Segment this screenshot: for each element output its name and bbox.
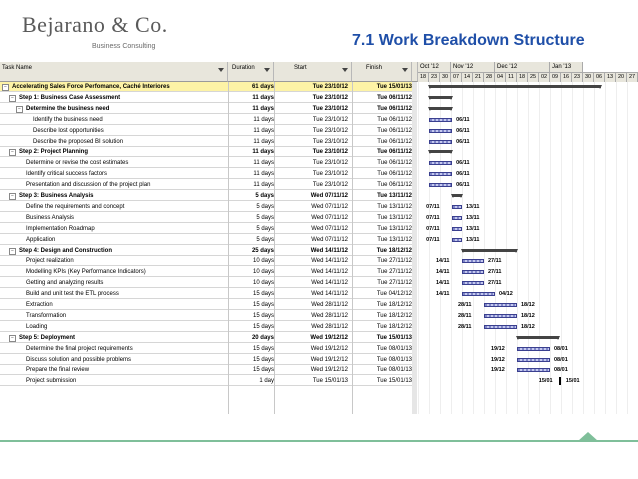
bar-end-label: 13/11: [466, 225, 480, 232]
task-row[interactable]: [0, 158, 417, 168]
timeline-week: 07: [451, 72, 462, 82]
timeline-week: 18: [517, 72, 528, 82]
task-finish: Tue 04/12/12: [376, 291, 412, 298]
task-duration: 20 days: [251, 334, 274, 341]
timeline-gridline: [572, 82, 573, 414]
bar-end-label: 08/01: [554, 356, 568, 363]
task-name: Application: [26, 236, 56, 243]
task-name: Getting and analyzing results: [26, 280, 104, 287]
task-row[interactable]: [0, 147, 417, 157]
column-header-start[interactable]: [274, 62, 352, 82]
task-bar[interactable]: [517, 347, 550, 351]
summary-bar[interactable]: [429, 85, 601, 88]
task-finish: Tue 27/11/12: [377, 269, 412, 276]
task-duration: 11 days: [253, 138, 274, 145]
task-finish: Tue 18/12/12: [376, 247, 412, 254]
bar-end-label: 08/01: [554, 367, 568, 374]
bar-end-label: 27/11: [488, 269, 502, 276]
task-start: Tue 23/10/12: [312, 138, 348, 145]
task-start: Wed 19/12/12: [310, 356, 348, 363]
task-duration: 61 days: [251, 84, 274, 90]
timeline-week: 13: [605, 72, 616, 82]
timeline-week: 27: [627, 72, 638, 82]
task-duration: 25 days: [251, 247, 274, 254]
task-finish: Tue 08/01/13: [376, 356, 412, 363]
filter-dropdown-icon[interactable]: [402, 68, 408, 72]
summary-bar[interactable]: [517, 336, 559, 339]
bar-start-label: 07/11: [426, 203, 440, 210]
task-name: Determine the business need: [26, 105, 110, 112]
task-row[interactable]: [0, 104, 417, 114]
task-finish: Tue 18/12/12: [376, 312, 412, 319]
task-duration: 11 days: [253, 182, 274, 189]
task-name: Step 5: Deployment: [19, 334, 76, 341]
task-name: Modelling KPIs (Key Performance Indicators): [26, 269, 146, 276]
task-row[interactable]: [0, 169, 417, 179]
task-row[interactable]: [0, 224, 417, 234]
bar-start-label: 19/12: [491, 356, 505, 363]
milestone-marker[interactable]: [559, 377, 561, 385]
timeline-week: 28: [484, 72, 495, 82]
task-row[interactable]: [0, 191, 417, 201]
timeline-week: 20: [616, 72, 627, 82]
task-duration: 11 days: [253, 160, 274, 167]
task-name: Step 4: Design and Construction: [19, 247, 113, 254]
bar-start-label: 15/01: [538, 378, 553, 385]
bar-start-label: 14/11: [436, 269, 450, 276]
task-bar[interactable]: [452, 238, 462, 242]
task-bar[interactable]: [517, 368, 550, 372]
collapse-toggle-icon[interactable]: −: [9, 193, 16, 200]
task-start: Wed 07/11/12: [311, 225, 348, 232]
bar-start-label: 19/12: [491, 367, 505, 374]
timeline-week: 21: [473, 72, 484, 82]
bar-end-label: 13/11: [466, 236, 480, 243]
logo-subtitle: Business Consulting: [92, 43, 156, 50]
task-start: Wed 19/12/12: [310, 345, 348, 352]
column-header-task-name-label: Task Name: [2, 65, 33, 71]
gantt-view[interactable]: [0, 62, 638, 414]
summary-bar[interactable]: [429, 150, 452, 153]
bar-start-label: 28/11: [458, 312, 472, 319]
bar-end-label: 18/12: [521, 312, 535, 319]
summary-bar[interactable]: [452, 194, 462, 197]
task-row[interactable]: [0, 235, 417, 245]
task-duration: 5 days: [256, 214, 274, 221]
bar-end-label: 13/11: [466, 214, 480, 221]
bar-start-label: 14/11: [436, 280, 450, 287]
task-bar[interactable]: [452, 216, 462, 220]
task-start: Wed 14/11/12: [311, 258, 348, 265]
task-row[interactable]: [0, 246, 417, 256]
timeline-week: 18: [418, 72, 429, 82]
task-name: Describe lost opportunities: [33, 127, 104, 134]
task-start: Wed 14/11/12: [310, 247, 348, 254]
task-bar[interactable]: [429, 172, 452, 176]
task-row[interactable]: [0, 365, 417, 375]
task-name: Step 1: Business Case Assessment: [19, 94, 121, 101]
timeline-month: Nov '12: [451, 62, 495, 72]
task-finish: Tue 08/01/13: [376, 367, 412, 374]
task-start: Wed 28/11/12: [311, 323, 348, 330]
timeline-gridline: [418, 82, 419, 414]
task-duration: 10 days: [252, 258, 274, 265]
timeline-gridline: [550, 82, 551, 414]
collapse-toggle-icon[interactable]: −: [9, 248, 16, 255]
timeline-week: 04: [495, 72, 506, 82]
task-name: Transformation: [26, 312, 67, 319]
task-name: Accelerating Sales Force Perfomance, Caché Interiores: [12, 84, 170, 90]
task-name: Discuss solution and possible problems: [26, 356, 132, 363]
bar-end-label: 04/12: [499, 291, 513, 298]
task-name: Presentation and discussion of the project plan: [26, 182, 151, 189]
task-duration: 11 days: [253, 116, 274, 123]
task-name: Business Analysis: [26, 214, 75, 221]
task-bar[interactable]: [462, 281, 484, 285]
footer-divider: [0, 440, 638, 442]
task-row[interactable]: [0, 126, 417, 136]
column-header-duration-label: Duration: [232, 65, 255, 71]
timeline-week: 23: [429, 72, 440, 82]
task-finish: Tue 08/01/13: [376, 345, 412, 352]
task-row[interactable]: [0, 137, 417, 147]
bar-start-label: 07/11: [426, 236, 440, 243]
collapse-toggle-icon[interactable]: −: [9, 149, 16, 156]
gantt-chart[interactable]: [418, 62, 638, 414]
bar-end-label: 06/11: [456, 171, 470, 178]
timeline-week: 30: [583, 72, 594, 82]
task-start: Wed 07/11/12: [311, 203, 348, 210]
timeline-month: Oct '12: [418, 62, 451, 72]
task-duration: 15 days: [252, 345, 274, 352]
column-header-finish[interactable]: [352, 62, 412, 82]
task-row[interactable]: [0, 355, 417, 365]
task-duration: 15 days: [252, 291, 274, 298]
bar-end-label: 06/11: [456, 138, 470, 145]
task-finish: Tue 18/12/12: [376, 302, 412, 308]
bar-end-label: 06/11: [456, 127, 470, 134]
filter-dropdown-icon[interactable]: [342, 68, 348, 72]
collapse-toggle-icon[interactable]: −: [9, 95, 16, 102]
task-start: Wed 14/11/12: [311, 291, 348, 298]
task-row[interactable]: [0, 278, 417, 288]
task-duration: 15 days: [252, 367, 274, 374]
task-start: Tue 23/10/12: [312, 84, 348, 90]
summary-bar[interactable]: [462, 249, 517, 252]
task-start: Tue 23/10/12: [312, 182, 348, 189]
task-finish: Tue 15/01/13: [376, 378, 412, 385]
task-name: Step 3: Business Analysis: [19, 193, 94, 199]
task-bar[interactable]: [452, 227, 462, 231]
summary-bar[interactable]: [429, 96, 452, 99]
task-bar[interactable]: [429, 161, 452, 165]
task-start: Tue 23/10/12: [312, 105, 348, 112]
task-name: Project submission: [26, 378, 77, 385]
column-header-start-label: Start: [294, 65, 307, 71]
task-start: Tue 23/10/12: [312, 116, 348, 123]
footer-arrow-icon: [578, 432, 598, 441]
task-row[interactable]: [0, 202, 417, 212]
timeline-gridline: [605, 82, 606, 414]
column-divider: [228, 82, 229, 414]
task-row[interactable]: [0, 344, 417, 354]
task-name: Loading: [26, 323, 48, 330]
task-duration: 15 days: [252, 302, 274, 308]
task-bar[interactable]: [462, 259, 484, 263]
task-start: Tue 23/10/12: [312, 149, 348, 156]
bar-end-label: 18/12: [521, 302, 535, 308]
task-finish: Tue 13/11/12: [377, 225, 412, 232]
task-bar[interactable]: [429, 183, 452, 187]
timeline-week: 06: [594, 72, 605, 82]
task-row[interactable]: [0, 300, 417, 310]
timeline-gridline: [594, 82, 595, 414]
timeline-week: 14: [462, 72, 473, 82]
bar-end-label: 27/11: [488, 258, 502, 265]
bar-end-label: 06/11: [456, 116, 470, 123]
task-finish: Tue 06/11/12: [377, 149, 412, 156]
task-finish: Tue 06/11/12: [377, 94, 412, 101]
collapse-toggle-icon[interactable]: −: [9, 335, 16, 342]
column-divider: [352, 82, 353, 414]
task-duration: 15 days: [252, 323, 274, 330]
task-row[interactable]: [0, 115, 417, 125]
task-duration: 11 days: [253, 127, 274, 134]
task-start: Wed 28/11/12: [311, 302, 348, 308]
task-name: Step 2: Project Planning: [19, 149, 89, 156]
task-row[interactable]: [0, 322, 417, 332]
task-name: Determine the final project requirements: [26, 345, 133, 352]
task-start: Tue 23/10/12: [312, 171, 348, 178]
task-finish: Tue 18/12/12: [376, 323, 412, 330]
task-bar[interactable]: [429, 118, 452, 122]
bar-end-label: 13/11: [466, 203, 480, 210]
task-bar[interactable]: [484, 325, 517, 329]
task-name: Prepare the final review: [26, 367, 90, 374]
task-finish: Tue 06/11/12: [377, 171, 412, 178]
task-row[interactable]: [0, 267, 417, 277]
task-duration: 5 days: [256, 236, 274, 243]
task-finish: Tue 06/11/12: [377, 105, 412, 112]
bar-start-label: 19/12: [491, 345, 505, 352]
task-row[interactable]: [0, 82, 417, 92]
task-finish: Tue 13/11/12: [377, 203, 412, 210]
task-row[interactable]: [0, 289, 417, 299]
task-finish: Tue 13/11/12: [377, 214, 412, 221]
task-row[interactable]: [0, 180, 417, 190]
task-name: Describe the proposed BI solution: [33, 138, 124, 145]
timeline-month: Jan '13: [550, 62, 583, 72]
task-start: Tue 23/10/12: [312, 127, 348, 134]
bar-start-label: 28/11: [458, 302, 472, 308]
filter-dropdown-icon[interactable]: [218, 68, 224, 72]
column-divider: [274, 82, 275, 414]
column-header-finish-label: Finish: [366, 65, 383, 71]
bar-end-label: 08/01: [554, 345, 568, 352]
task-row[interactable]: [0, 311, 417, 321]
task-name: Define the requirements and concept: [26, 203, 125, 210]
task-start: Wed 19/12/12: [310, 334, 348, 341]
task-duration: 11 days: [252, 105, 274, 112]
task-finish: Tue 06/11/12: [377, 116, 412, 123]
task-start: Tue 23/10/12: [312, 94, 348, 101]
page-title: 7.1 Work Breakdown Structure: [352, 32, 585, 49]
task-name: Identify critical success factors: [26, 171, 108, 178]
task-name: Implementation Roadmap: [26, 225, 95, 232]
task-finish: Tue 13/11/12: [377, 193, 412, 199]
collapse-toggle-icon[interactable]: −: [16, 106, 23, 113]
task-name: Identify the business need: [33, 116, 103, 123]
task-duration: 5 days: [255, 193, 274, 199]
bar-start-label: 14/11: [436, 258, 450, 265]
timeline-gridline: [583, 82, 584, 414]
task-start: Wed 19/12/12: [310, 367, 348, 374]
timeline-week: 11: [506, 72, 517, 82]
bar-end-label: 27/11: [488, 280, 502, 287]
task-row[interactable]: [0, 376, 417, 386]
task-duration: 5 days: [256, 203, 274, 210]
timeline-week: 25: [528, 72, 539, 82]
vertical-scrollbar[interactable]: [412, 82, 417, 414]
filter-dropdown-icon[interactable]: [264, 68, 270, 72]
task-duration: 10 days: [252, 280, 274, 287]
task-duration: 11 days: [252, 149, 274, 156]
task-bar[interactable]: [429, 140, 452, 144]
task-duration: 15 days: [252, 312, 274, 319]
task-name: Project realization: [26, 258, 74, 265]
timeline-gridline: [627, 82, 628, 414]
timeline-month: Dec '12: [495, 62, 550, 72]
bar-start-label: 14/11: [436, 291, 450, 298]
task-row[interactable]: [0, 256, 417, 266]
bar-end-label: 15/01: [565, 378, 580, 385]
timeline-week: 23: [572, 72, 583, 82]
timeline-gridline: [616, 82, 617, 414]
bar-end-label: 18/12: [521, 323, 535, 330]
task-duration: 10 days: [252, 269, 274, 276]
task-name: Determine or revise the cost estimates: [26, 160, 129, 167]
task-row[interactable]: [0, 333, 417, 343]
task-finish: Tue 15/01/13: [376, 334, 412, 341]
bar-start-label: 07/11: [426, 214, 440, 221]
task-bar[interactable]: [462, 270, 484, 274]
task-finish: Tue 15/01/13: [376, 84, 412, 90]
task-bar[interactable]: [462, 292, 495, 296]
timeline-gridline: [561, 82, 562, 414]
task-start: Wed 07/11/12: [311, 236, 348, 243]
bar-end-label: 06/11: [456, 182, 470, 189]
bar-start-label: 28/11: [458, 323, 472, 330]
task-duration: 5 days: [256, 225, 274, 232]
logo-brand: Bejarano & Co.: [22, 12, 168, 37]
task-duration: 1 day: [259, 378, 274, 385]
timeline-gridline: [539, 82, 540, 414]
timeline-week: 02: [539, 72, 550, 82]
collapse-toggle-icon[interactable]: −: [2, 84, 9, 91]
task-bar[interactable]: [452, 205, 462, 209]
task-finish: Tue 27/11/12: [377, 280, 412, 287]
task-bar[interactable]: [429, 129, 452, 133]
task-duration: 15 days: [252, 356, 274, 363]
bar-start-label: 07/11: [426, 225, 440, 232]
task-name: Build and unit test the ETL process: [26, 291, 119, 298]
task-name: Extraction: [26, 302, 53, 308]
timeline-week: 09: [550, 72, 561, 82]
task-start: Tue 15/01/13: [312, 378, 348, 385]
task-start: Wed 07/11/12: [311, 214, 348, 221]
column-header-task-name[interactable]: [0, 62, 228, 82]
bar-end-label: 06/11: [456, 160, 470, 167]
task-finish: Tue 06/11/12: [377, 160, 412, 167]
timeline-week: 16: [561, 72, 572, 82]
task-row[interactable]: [0, 213, 417, 223]
task-finish: Tue 27/11/12: [377, 258, 412, 265]
task-start: Tue 23/10/12: [312, 160, 348, 167]
task-finish: Tue 06/11/12: [377, 127, 412, 134]
timeline-gridline: [528, 82, 529, 414]
task-start: Wed 14/11/12: [311, 280, 348, 287]
timeline-week: 30: [440, 72, 451, 82]
task-duration: 11 days: [253, 171, 274, 178]
summary-bar[interactable]: [429, 107, 452, 110]
task-start: Wed 07/11/12: [310, 193, 348, 199]
task-bar[interactable]: [484, 303, 517, 307]
task-duration: 11 days: [252, 94, 274, 101]
task-finish: Tue 06/11/12: [377, 182, 412, 189]
task-start: Wed 28/11/12: [311, 312, 348, 319]
task-start: Wed 14/11/12: [311, 269, 348, 276]
task-bar[interactable]: [517, 358, 550, 362]
task-row[interactable]: [0, 93, 417, 103]
task-bar[interactable]: [484, 314, 517, 318]
task-finish: Tue 06/11/12: [377, 138, 412, 145]
column-header-duration[interactable]: [228, 62, 274, 82]
task-finish: Tue 13/11/12: [377, 236, 412, 243]
